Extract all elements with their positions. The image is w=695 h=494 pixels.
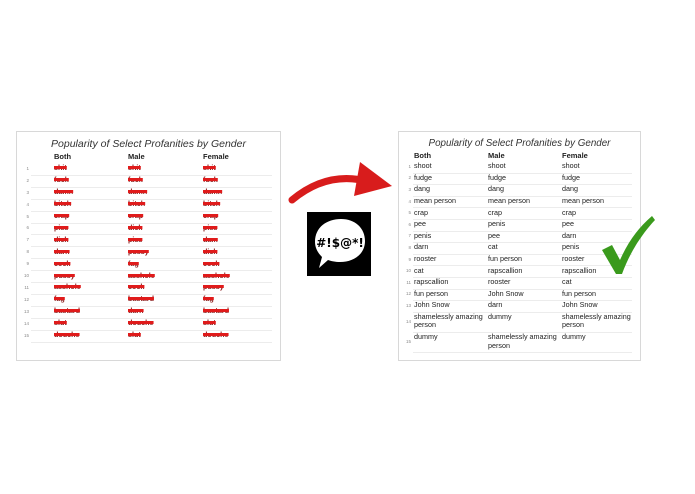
row-number: 4 bbox=[408, 198, 411, 204]
table-cell: shit bbox=[54, 163, 67, 173]
table-cell: John Snow bbox=[488, 288, 524, 298]
table-cell: crap bbox=[414, 207, 428, 217]
table-row bbox=[17, 318, 280, 330]
table-cell: piss bbox=[203, 222, 218, 232]
row-number: 8 bbox=[26, 249, 29, 255]
table-cell: crap bbox=[203, 211, 219, 221]
table-cell: dang bbox=[562, 184, 578, 194]
table-cell: shoot bbox=[562, 161, 580, 171]
table-cell: crap bbox=[54, 211, 70, 221]
row-number: 6 bbox=[26, 225, 29, 231]
table-cell: fun person bbox=[488, 254, 522, 264]
table-cell: fudge bbox=[488, 172, 506, 182]
table-cell: damn bbox=[54, 187, 74, 197]
table-cell: rapscallion bbox=[414, 277, 449, 287]
row-number: 3 bbox=[408, 186, 411, 192]
row-number: 5 bbox=[408, 210, 411, 216]
table-row bbox=[17, 234, 280, 246]
table-cell: dummy bbox=[562, 332, 586, 342]
table-cell: piss bbox=[54, 222, 69, 232]
table-cell: darn bbox=[128, 306, 144, 316]
table-cell: darn bbox=[414, 242, 429, 252]
table-cell: slut bbox=[54, 318, 67, 328]
row-number: 9 bbox=[26, 261, 29, 267]
table-row bbox=[399, 332, 640, 352]
column-header: Male bbox=[488, 151, 505, 160]
table-cell: pussy bbox=[203, 282, 224, 292]
table-cell: dang bbox=[414, 184, 430, 194]
row-number: 9 bbox=[408, 256, 411, 262]
table-row bbox=[17, 282, 280, 294]
table-cell: damn bbox=[128, 187, 148, 197]
table-cell: fuck bbox=[54, 175, 69, 185]
table-cell: fuck bbox=[128, 175, 143, 185]
table-row bbox=[399, 161, 640, 173]
table-cell: crap bbox=[128, 211, 144, 221]
red-arrow-icon bbox=[288, 152, 398, 210]
row-number: 15 bbox=[405, 339, 411, 345]
row-number: 10 bbox=[405, 268, 411, 274]
row-number: 13 bbox=[405, 302, 411, 308]
table-row bbox=[399, 312, 640, 332]
grawlix-speech-bubble bbox=[307, 212, 371, 276]
table-row bbox=[399, 196, 640, 208]
row-number: 4 bbox=[26, 201, 29, 207]
row-number: 12 bbox=[405, 291, 411, 297]
table-cell: rooster bbox=[488, 277, 511, 287]
table-cell: asshole bbox=[128, 270, 155, 280]
table-cell: dummy bbox=[414, 332, 438, 342]
row-number: 7 bbox=[26, 237, 29, 243]
table-cell: crap bbox=[488, 207, 502, 217]
table-cell: pee bbox=[562, 219, 574, 229]
table-row bbox=[17, 306, 280, 318]
table-cell: cock bbox=[54, 258, 71, 268]
row-number: 6 bbox=[408, 221, 411, 227]
table-cell: cat bbox=[488, 242, 498, 252]
row-number: 14 bbox=[405, 318, 411, 324]
green-checkmark-icon bbox=[598, 214, 656, 276]
table-cell: shamelessly amazing person bbox=[414, 311, 483, 330]
table-cell: pussy bbox=[54, 270, 75, 280]
table-cell: fudge bbox=[414, 172, 432, 182]
column-header: Both bbox=[414, 151, 432, 160]
row-number: 3 bbox=[26, 189, 29, 195]
table-cell: darn bbox=[562, 230, 577, 240]
table-cell: shamelessly amazing person bbox=[488, 332, 557, 350]
table-row bbox=[17, 163, 280, 175]
row-number: 8 bbox=[408, 244, 411, 250]
table-cell: cat bbox=[414, 265, 424, 275]
table-cell: penis bbox=[488, 219, 506, 229]
table-cell: dang bbox=[488, 184, 504, 194]
table-cell: asshole bbox=[54, 282, 81, 292]
table-row bbox=[399, 184, 640, 196]
table-cell: douche bbox=[203, 330, 229, 340]
table-cell: piss bbox=[128, 234, 143, 244]
table-cell: shit bbox=[203, 163, 216, 173]
table-cell: damn bbox=[203, 187, 223, 197]
table-row bbox=[17, 258, 280, 270]
table-cell: bitch bbox=[54, 199, 72, 209]
row-number: 1 bbox=[408, 163, 411, 169]
table-cell: pee bbox=[488, 230, 500, 240]
row-number: 11 bbox=[24, 284, 29, 290]
column-header: Female bbox=[203, 152, 229, 161]
table-cell: cat bbox=[562, 277, 572, 287]
row-number: 15 bbox=[23, 332, 29, 338]
row-number: 12 bbox=[23, 296, 29, 302]
table-row bbox=[17, 223, 280, 235]
table-cell: douche bbox=[54, 330, 80, 340]
row-number: 2 bbox=[26, 177, 29, 183]
table-cell: dick bbox=[203, 246, 218, 256]
table-cell: darn bbox=[54, 246, 70, 256]
table-cell: shoot bbox=[488, 161, 506, 171]
column-header: Male bbox=[128, 152, 145, 161]
right-table-title: Popularity of Select Profanities by Gender bbox=[428, 138, 611, 149]
table-cell: cock bbox=[128, 282, 145, 292]
table-cell: rapscallion bbox=[562, 265, 597, 275]
table-cell: penis bbox=[562, 242, 580, 252]
table-cell: fag bbox=[54, 294, 65, 304]
row-number: 13 bbox=[23, 308, 29, 314]
table-cell: shoot bbox=[414, 161, 432, 171]
row-number: 2 bbox=[408, 175, 411, 181]
table-cell: dummy bbox=[488, 311, 512, 321]
table-cell: bastard bbox=[54, 306, 80, 316]
table-cell: cock bbox=[203, 258, 220, 268]
table-cell: douche bbox=[128, 318, 154, 328]
row-number: 11 bbox=[406, 279, 411, 285]
table-cell: dick bbox=[128, 222, 143, 232]
table-row bbox=[17, 187, 280, 199]
table-cell: darn bbox=[488, 300, 503, 310]
table-cell: mean person bbox=[414, 196, 456, 206]
table-cell: pee bbox=[414, 219, 426, 229]
table-row bbox=[17, 199, 280, 211]
table-cell: shamelessly amazing person bbox=[562, 311, 631, 330]
speech-bubble-icon bbox=[307, 212, 371, 276]
table-cell: pussy bbox=[128, 246, 149, 256]
row-divider bbox=[31, 342, 272, 343]
row-number: 14 bbox=[23, 320, 29, 326]
table-cell: crap bbox=[562, 207, 576, 217]
table-cell: rooster bbox=[414, 254, 437, 264]
table-cell: fag bbox=[203, 294, 214, 304]
row-number: 7 bbox=[408, 233, 411, 239]
left-table-title: Popularity of Select Profanities by Gender bbox=[51, 138, 246, 150]
table-cell: slut bbox=[203, 318, 216, 328]
table-row bbox=[17, 330, 280, 342]
table-row bbox=[17, 211, 280, 223]
table-cell: dick bbox=[54, 234, 69, 244]
table-row bbox=[17, 270, 280, 282]
table-row bbox=[17, 294, 280, 306]
table-cell: mean person bbox=[562, 196, 604, 206]
row-number: 5 bbox=[26, 213, 29, 219]
table-cell: John Snow bbox=[562, 300, 598, 310]
table-row bbox=[399, 277, 640, 289]
table-cell: dam bbox=[203, 234, 218, 244]
table-cell: rapscallion bbox=[488, 265, 523, 275]
row-divider bbox=[413, 352, 632, 353]
table-row bbox=[399, 173, 640, 185]
row-number: 10 bbox=[23, 273, 29, 279]
table-cell: bitch bbox=[128, 199, 146, 209]
table-cell: fag bbox=[128, 258, 139, 268]
table-cell: fun person bbox=[414, 288, 448, 298]
column-header: Female bbox=[562, 151, 588, 160]
table-cell: fun person bbox=[562, 288, 596, 298]
table-cell: fuck bbox=[203, 175, 218, 185]
row-number: 1 bbox=[26, 165, 29, 171]
table-cell: rooster bbox=[562, 254, 585, 264]
grawlix-text: #!$@*! bbox=[316, 236, 364, 250]
table-row bbox=[399, 289, 640, 301]
table-cell: slut bbox=[128, 330, 141, 340]
table-cell: fudge bbox=[562, 172, 580, 182]
table-cell: mean person bbox=[488, 196, 530, 206]
table-row bbox=[17, 246, 280, 258]
table-cell: asshole bbox=[203, 270, 230, 280]
table-row bbox=[399, 300, 640, 312]
table-cell: bitch bbox=[203, 199, 221, 209]
table-cell: John Snow bbox=[414, 300, 450, 310]
column-header: Both bbox=[54, 152, 72, 161]
table-cell: shit bbox=[128, 163, 141, 173]
table-cell: bastard bbox=[203, 306, 229, 316]
table-cell: bastard bbox=[128, 294, 154, 304]
table-cell: penis bbox=[414, 230, 432, 240]
censored-table-panel bbox=[16, 131, 281, 361]
table-row bbox=[17, 175, 280, 187]
